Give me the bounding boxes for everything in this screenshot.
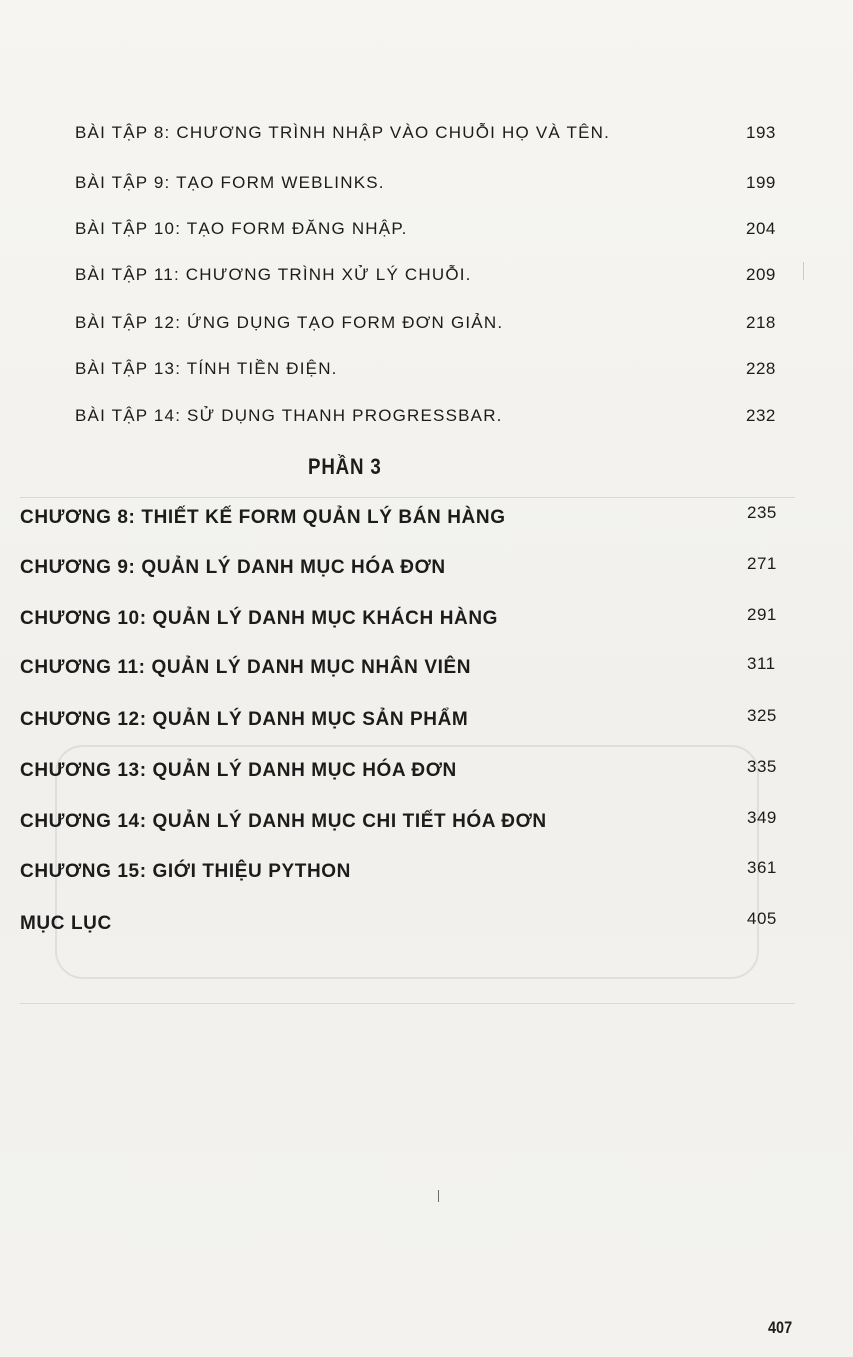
toc-entry-page: 291 (747, 605, 777, 624)
toc-entry-page: 325 (747, 706, 777, 725)
toc-entry-page: 199 (746, 173, 776, 192)
toc-entry-title: CHƯƠNG 11: QUẢN LÝ DANH MỤC NHÂN VIÊN (20, 657, 472, 678)
toc-entry-exercise-9 (0, 173, 853, 203)
toc-entry-title: CHƯƠNG 9: QUẢN LÝ DANH MỤC HÓA ĐƠN (20, 557, 446, 578)
toc-entry-page: 271 (747, 554, 777, 573)
toc-entry-exercise-12 (0, 313, 853, 343)
toc-entry-page: 349 (747, 808, 777, 827)
toc-entry-title: CHƯƠNG 10: QUẢN LÝ DANH MỤC KHÁCH HÀNG (20, 608, 499, 629)
toc-entry-title: BÀI TẬP 9: TẠO FORM WEBLINKS. (75, 173, 385, 192)
toc-entry-exercise-11 (0, 265, 853, 295)
toc-entry-index (0, 909, 853, 942)
toc-entry-page: 218 (746, 313, 776, 332)
toc-entry-chapter-13 (0, 759, 853, 789)
toc-entry-page: 204 (746, 219, 776, 238)
show-through-rule (20, 497, 795, 498)
part-heading: PHẦN 3 (308, 454, 382, 479)
toc-entry-chapter-15 (0, 860, 853, 890)
toc-entry-title: CHƯƠNG 15: GIỚI THIỆU PYTHON (20, 861, 352, 882)
toc-entry-title: CHƯƠNG 13: QUẢN LÝ DANH MỤC HÓA ĐƠN (20, 760, 457, 781)
toc-entry-title: CHƯƠNG 8: THIẾT KẾ FORM QUẢN LÝ BÁN HÀNG (20, 507, 506, 528)
toc-entry-title: MỤC LỤC (20, 913, 112, 934)
toc-entry-chapter-14 (0, 810, 853, 840)
toc-entry-chapter-10 (0, 607, 853, 637)
toc-entry-chapter-8 (0, 503, 853, 536)
toc-entry-title: CHƯƠNG 14: QUẢN LÝ DANH MỤC CHI TIẾT HÓA ĐƠN (20, 811, 547, 832)
toc-entry-page: 209 (746, 265, 776, 284)
toc-entry-exercise-14 (0, 406, 853, 436)
toc-entry-title: BÀI TẬP 11: CHƯƠNG TRÌNH XỬ LÝ CHUỖI. (75, 265, 472, 284)
toc-entry-title: BÀI TẬP 13: TÍNH TIỀN ĐIỆN. (75, 359, 338, 378)
toc-entry-page: 361 (747, 858, 777, 877)
toc-entry-page: 228 (746, 359, 776, 378)
toc-entry-title: BÀI TẬP 14: SỬ DỤNG THANH PROGRESSBAR. (75, 406, 503, 425)
toc-entry-page: 235 (747, 503, 777, 522)
toc-entry-page: 232 (746, 406, 776, 425)
toc-entry-chapter-11 (0, 656, 853, 686)
toc-entry-chapter-9 (0, 556, 853, 586)
toc-entry-page: 405 (747, 909, 777, 928)
print-speck (803, 262, 804, 280)
toc-entry-page: 335 (747, 757, 777, 776)
toc-entry-title: BÀI TẬP 8: CHƯƠNG TRÌNH NHẬP VÀO CHUỖI HỌ VÀ TÊN. (75, 123, 611, 142)
toc-entry-chapter-12 (0, 708, 853, 738)
toc-entry-exercise-8 (0, 123, 853, 153)
print-speck (438, 1190, 439, 1202)
page-number: 407 (768, 1318, 793, 1337)
toc-entry-exercise-13 (0, 359, 853, 389)
toc-entry-title: CHƯƠNG 12: QUẢN LÝ DANH MỤC SẢN PHẨM (20, 709, 469, 730)
toc-entry-exercise-10 (0, 219, 853, 249)
toc-entry-title: BÀI TẬP 10: TẠO FORM ĐĂNG NHẬP. (75, 219, 408, 238)
toc-entry-page: 311 (747, 654, 776, 673)
show-through-rule (20, 1003, 795, 1004)
toc-entry-title: BÀI TẬP 12: ỨNG DỤNG TẠO FORM ĐƠN GIẢN. (75, 313, 504, 332)
toc-entry-page: 193 (746, 123, 776, 142)
